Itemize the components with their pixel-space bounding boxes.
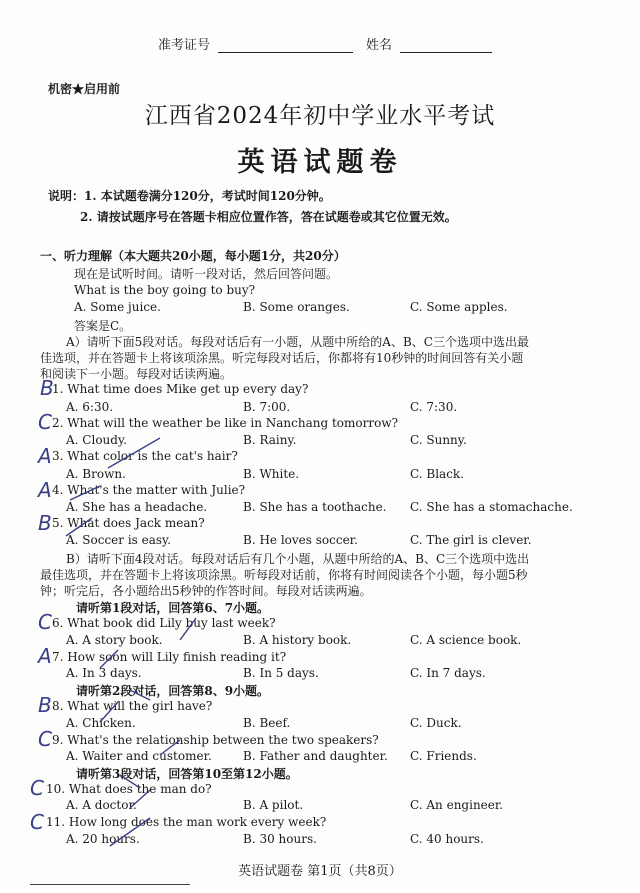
- option-a: A. In 3 days.: [66, 666, 142, 680]
- trial-answer: 答案是C。: [74, 319, 132, 333]
- option-a: A. She has a headache.: [66, 500, 208, 514]
- name-label: 姓名: [366, 38, 393, 53]
- confidential-label: 机密★启用前: [48, 82, 121, 96]
- option-c: C. Friends.: [410, 749, 477, 763]
- option-a: A. A doctor.: [66, 798, 137, 812]
- pen-stroke: [130, 690, 150, 700]
- question-text: 1. What time does Mike get up every day?: [52, 382, 309, 396]
- pen-stroke: [66, 518, 92, 536]
- handwritten-mark: C: [30, 776, 44, 800]
- part-a-intro-3: 和阅读下一小题。每段对话读两遍。: [40, 367, 233, 381]
- question-text: 8. What will the girl have?: [52, 699, 213, 713]
- option-a: A. 6:30.: [66, 400, 114, 414]
- trial-option-b: B. Some oranges.: [243, 300, 350, 314]
- option-c: C. Duck.: [410, 716, 462, 730]
- handwritten-mark: C: [38, 727, 52, 751]
- trial-option-c: C. Some apples.: [410, 300, 508, 314]
- trial-question: What is the boy going to buy?: [74, 283, 256, 297]
- pen-stroke: [130, 790, 150, 808]
- option-c: C. Black.: [410, 467, 464, 481]
- option-b: B. A history book.: [243, 633, 352, 647]
- handwritten-mark: B: [38, 511, 52, 535]
- handwritten-mark: C: [38, 410, 52, 434]
- question-text: 5. What does Jack mean?: [52, 516, 205, 530]
- option-b: B. In 5 days.: [243, 666, 319, 680]
- question-text: 11. How long does the man work every week?: [46, 815, 327, 829]
- option-a: A. Cloudy.: [66, 433, 127, 447]
- exam-number-label: 准考证号: [158, 38, 211, 53]
- option-a: A. A story book.: [66, 633, 163, 647]
- footer-rule: [30, 884, 190, 885]
- page-title: 江西省2024年初中学业水平考试: [144, 103, 496, 129]
- question-text: 6. What book did Lily buy last week?: [52, 616, 276, 630]
- question-text: 10. What does the man do?: [46, 782, 212, 796]
- question-text: 7. How soon will Lily finish reading it?: [52, 650, 287, 664]
- option-c: C. 40 hours.: [410, 832, 484, 846]
- option-c: C. A science book.: [410, 633, 522, 647]
- option-a: A. Brown.: [66, 467, 126, 481]
- option-a: A. Soccer is easy.: [66, 533, 172, 547]
- pen-stroke: [120, 775, 140, 788]
- handwritten-mark: A: [38, 644, 52, 668]
- pen-stroke: [100, 702, 118, 722]
- option-b: B. 30 hours.: [243, 832, 317, 846]
- part-a-intro-2: 佳选项，并在答题卡上将该项涂黑。听完每段对话后，你都将有10秒钟的时间回答有关小题: [40, 351, 524, 365]
- option-b: B. She has a toothache.: [243, 500, 387, 514]
- option-c: C. 7:30.: [410, 400, 458, 414]
- handwritten-mark: B: [40, 376, 54, 400]
- handwritten-mark: A: [38, 478, 52, 502]
- question-text: 4. What's the matter with Julie?: [52, 483, 246, 497]
- part-b-intro-3: 钟；听完后，各小题给出5秒钟的作答时间。每段对话读两遍。: [40, 584, 372, 598]
- dialog-heading: 请听第3段对话，回答第10至第12小题。: [76, 767, 298, 781]
- question-text: 3. What color is the cat's hair?: [52, 449, 238, 463]
- pen-stroke: [160, 740, 180, 755]
- pen-stroke: [108, 438, 160, 468]
- trial-option-a: A. Some juice.: [74, 300, 161, 314]
- question-text: 2. What will the weather be like in Nanchang tomorrow?: [52, 416, 399, 430]
- pen-stroke: [100, 650, 118, 668]
- pen-stroke: [110, 818, 150, 846]
- handwritten-mark: A: [38, 444, 52, 468]
- option-b: B. Father and daughter.: [243, 749, 388, 763]
- handwritten-mark: C: [38, 610, 52, 634]
- option-b: B. 7:00.: [243, 400, 291, 414]
- part-b-intro-2: 最佳选项，并在答题卡上将该项涂黑。听每段对话前，你将有时间阅读各个小题，每小题5秒: [40, 568, 528, 582]
- handwritten-mark: B: [38, 693, 52, 717]
- option-b: B. Rainy.: [243, 433, 297, 447]
- question-text: 9. What's the relationship between the two speakers?: [52, 733, 379, 747]
- part-b-intro-1: B）请听下面4段对话。每段对话后有几个小题，从题中所给的A、B、C三个选项中选出: [66, 552, 530, 566]
- dialog-heading: 请听第1段对话，回答第6、7小题。: [76, 601, 270, 615]
- instruction-line-2: 2. 请按试题序号在答题卡相应位置作答，答在试题卷或其它位置无效。: [80, 210, 457, 224]
- option-b: B. A pilot.: [243, 798, 304, 812]
- option-a: A. Chicken.: [66, 716, 136, 730]
- option-c: C. The girl is clever.: [410, 533, 532, 547]
- option-c: C. She has a stomachache.: [410, 500, 573, 514]
- paper-subtitle: 英语试题卷: [237, 147, 403, 178]
- handwritten-mark: C: [30, 810, 44, 834]
- option-c: C. An engineer.: [410, 798, 504, 812]
- option-b: B. White.: [243, 467, 300, 481]
- pen-stroke: [70, 486, 100, 500]
- section-title: 一、听力理解（本大题共20小题，每小题1分，共20分）: [40, 249, 346, 263]
- instruction-line-1: 说明：1. 本试题卷满分120分，考试时间120分钟。: [48, 189, 331, 203]
- pen-stroke: [180, 618, 196, 640]
- page-footer: 英语试题卷 第1页（共8页）: [238, 864, 402, 879]
- part-a-intro-1: A）请听下面5段对话。每段对话后有一小题，从题中所给的A、B、C三个选项中选出最: [66, 335, 529, 349]
- option-a: A. 20 hours.: [66, 832, 140, 846]
- trial-intro: 现在是试听时间。请听一段对话，然后回答问题。: [74, 267, 339, 281]
- dialog-heading: 请听第2段对话，回答第8、9小题。: [76, 684, 270, 698]
- option-b: B. Beef.: [243, 716, 291, 730]
- option-c: C. Sunny.: [410, 433, 467, 447]
- option-a: A. Waiter and customer.: [66, 749, 212, 763]
- option-b: B. He loves soccer.: [243, 533, 358, 547]
- option-c: C. In 7 days.: [410, 666, 486, 680]
